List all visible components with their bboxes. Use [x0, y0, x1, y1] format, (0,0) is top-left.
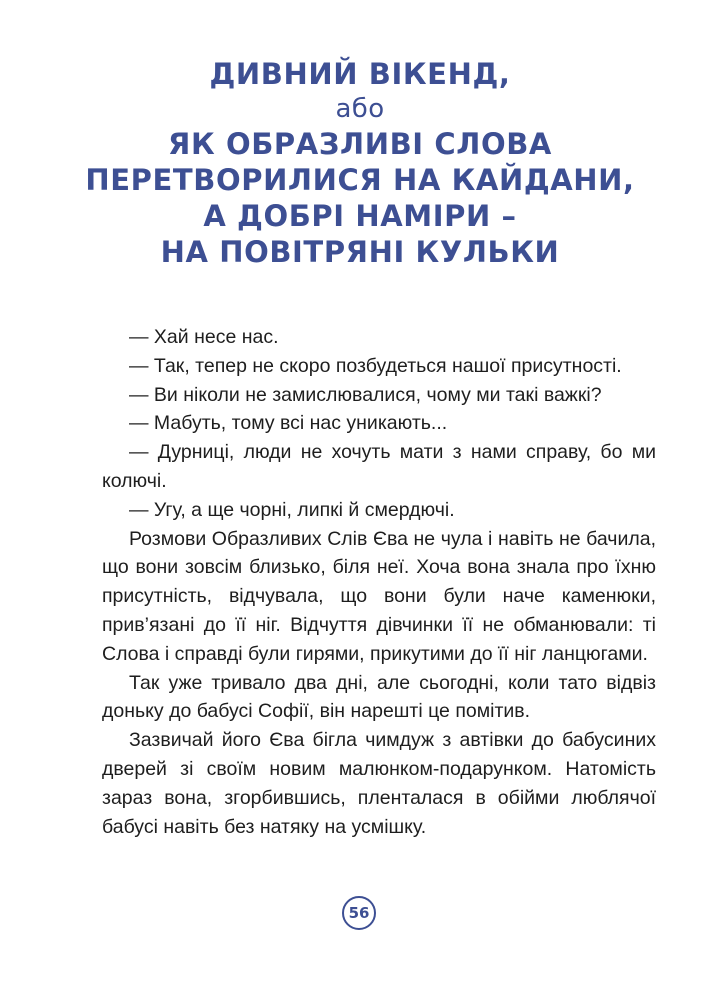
- dialogue-line: — Угу, а ще чорні, липкі й смердючі.: [129, 498, 455, 521]
- chapter-title-line: ПЕРЕТВОРИЛИСЯ НА КАЙДАНИ,: [85, 163, 635, 197]
- dialogue-line: — Мабуть, тому всі нас уникають...: [129, 412, 448, 435]
- narrative-paragraph: Розмови Образливих Слів Єва не чула і навіть не бачила, що вони зовсім близько, біля неї. Хоча вона знала про їхню присутність, відчувала, що вони були наче каменюки, прив’язані до її ніг. Відчуття дівчинки її не обманювали: ті Слова і справді були гирями, прикутими до її ніг ланцюгами.: [102, 527, 656, 665]
- body-text: [102, 323, 656, 841]
- dialogue-line: — Так, тепер не скоро позбудеться нашої присутності.: [129, 354, 622, 377]
- chapter-title: [60, 56, 660, 270]
- dialogue-line: — Хай несе нас.: [129, 326, 279, 348]
- chapter-title-line: ДИВНИЙ ВІКЕНД,: [209, 57, 511, 91]
- chapter-title-conjunction: або: [335, 94, 385, 124]
- dialogue-line: — Ви ніколи не замислювалися, чому ми такі важкі?: [129, 383, 602, 406]
- narrative-paragraph: Зазвичай його Єва бігла чимдуж з автівки до бабусиних дверей зі своїм новим малюнком-подарунком. Натомість зараз вона, згорбившись, пленталася в обійми люблячої бабусі навіть без натяку на усмішку.: [102, 729, 656, 838]
- dialogue-line: — Дурниці, люди не хочуть мати з нами справу, бо ми колючі.: [102, 441, 656, 492]
- chapter-title-line: ЯК ОБРАЗЛИВІ СЛОВА: [168, 127, 552, 161]
- narrative-paragraph: Так уже тривало два дні, але сьогодні, коли тато відвіз доньку до бабусі Софії, він нарешті це помітив.: [102, 671, 656, 723]
- chapter-title-line: А ДОБРІ НАМІРИ –: [203, 199, 517, 233]
- page-number: 56: [342, 896, 376, 930]
- chapter-title-line: НА ПОВІТРЯНІ КУЛЬКИ: [160, 235, 560, 269]
